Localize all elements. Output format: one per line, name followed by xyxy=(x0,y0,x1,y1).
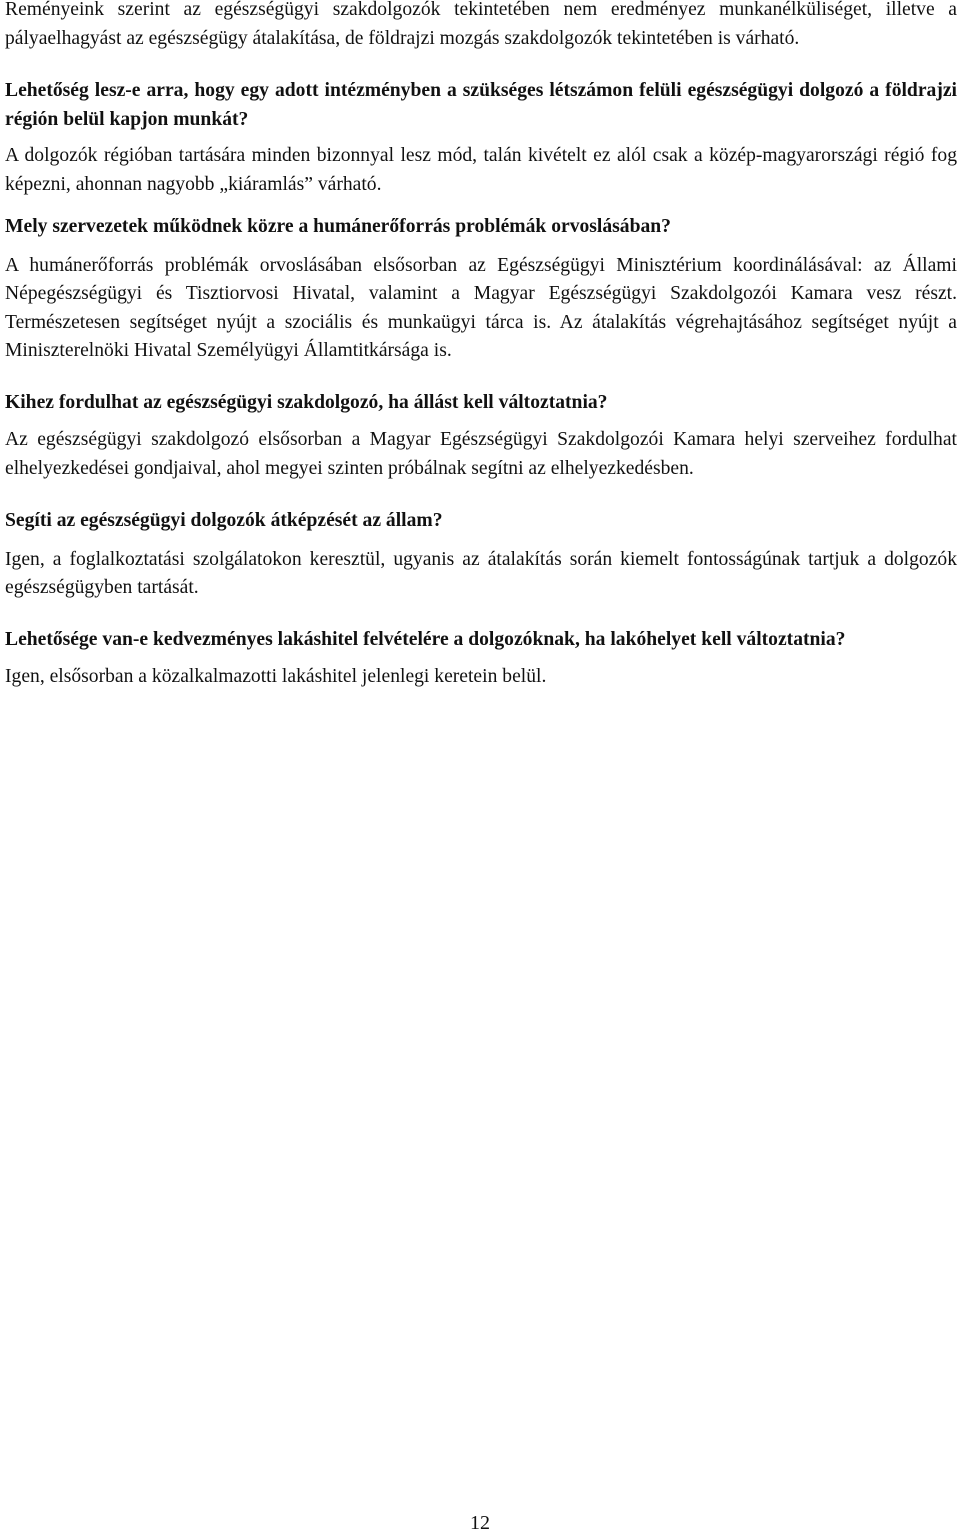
question-heading: Lehetőség lesz-e arra, hogy egy adott intézményben a szükséges létszámon felüli egészségügyi dolgozó a földrajzi régión belül kapjon munkát? xyxy=(5,80,957,130)
document-page xyxy=(5,0,957,692)
answer-paragraph: Igen, a foglalkoztatási szolgálatokon keresztül, ugyanis az átalakítás során kiemelt fontosságúnak tartjuk a dolgozók egészségügyben tartását. xyxy=(5,548,957,598)
intro-paragraph: Reményeink szerint az egészségügyi szakdolgozók tekintetében nem eredményez munkanélküliséget, illetve a pályaelhagyást az egészségügy átalakítása, de földrajzi mozgás szakdolgozók tekintetében is várható. xyxy=(5,0,957,49)
question-heading: Lehetősége van-e kedvezményes lakáshitel felvételére a dolgozóknak, ha lakóhelyet kell változtatnia? xyxy=(5,628,846,650)
answer-paragraph: Az egészségügyi szakdolgozó elsősorban a Magyar Egészségügyi Szakdolgozói Kamara helyi szerveihez fordulhat elhelyezkedései gondjaival, ahol megyei szinten próbálnak segítni az elhelyezkedésben. xyxy=(5,429,957,479)
answer-paragraph: A dolgozók régióban tartására minden bizonnyal lesz mód, talán kivételt ez alól csak a közép-magyarországi régió fog képezni, ahonnan nagyobb „kiáramlás” várható. xyxy=(5,145,957,195)
page-number: 12 xyxy=(470,1512,490,1534)
answer-paragraph: Igen, elsősorban a közalkalmazotti lakáshitel jelenlegi keretein belül. xyxy=(5,666,547,687)
question-heading: Mely szervezetek működnek közre a humánerőforrás problémák orvoslásában? xyxy=(5,216,671,237)
question-heading: Segíti az egészségügyi dolgozók átképzését az állam? xyxy=(5,510,443,531)
answer-paragraph: A humánerőforrás problémák orvoslásában elsősorban az Egészségügyi Minisztérium koordinálásával: az Állami Népegészségügyi és Tisztiorvosi Hivatal, valamint a Magyar Egészségügyi Szakdolgozói Kamara vesz részt. Természetesen segítséget nyújt a szociális és munkaügyi tárca is. Az átalakítás végrehajtásához segítséget nyújt a Miniszterelnöki Hivatal Személyügyi Államtitkársága is. xyxy=(5,254,957,361)
question-heading: Kihez fordulhat az egészségügyi szakdolgozó, ha állást kell változtatnia? xyxy=(5,391,608,413)
